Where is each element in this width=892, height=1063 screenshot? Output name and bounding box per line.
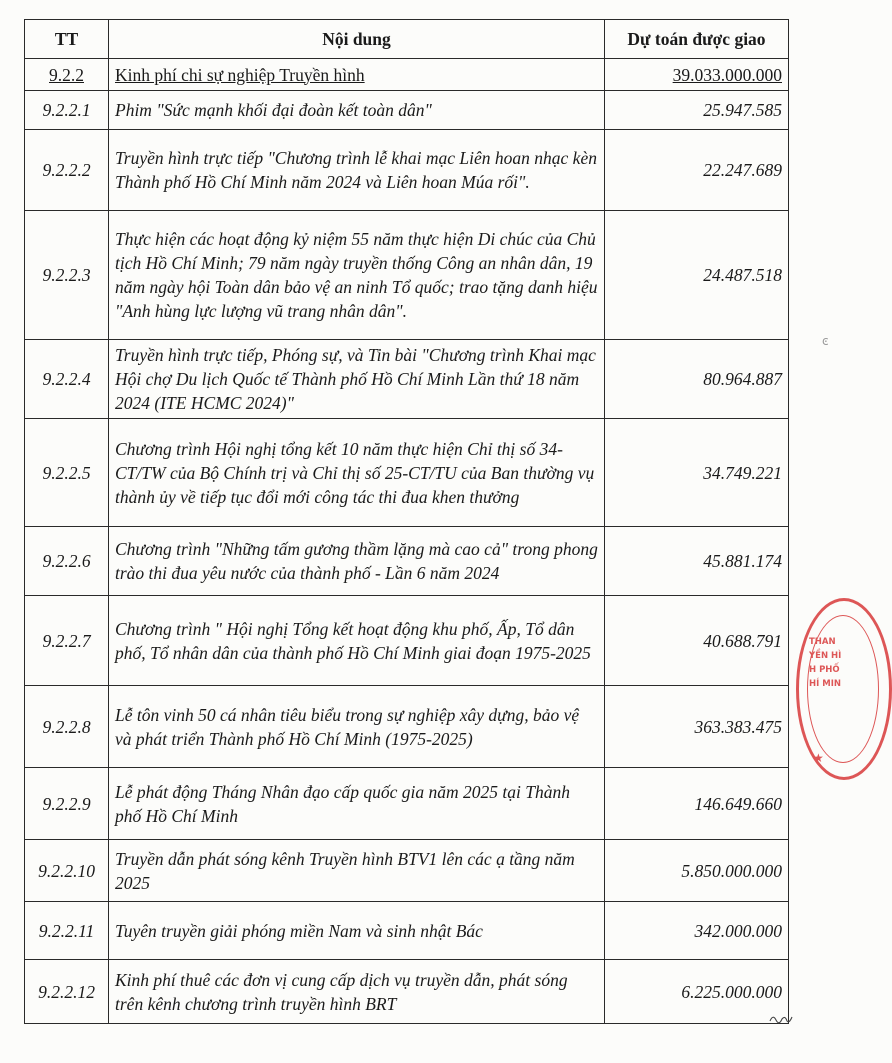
row-budget: 146.649.660: [605, 768, 789, 840]
row-budget: 342.000.000: [605, 902, 789, 960]
row-tt: 9.2.2.7: [25, 596, 109, 686]
header-budget: Dự toán được giao: [605, 20, 789, 59]
signature-initials: [768, 1011, 794, 1027]
row-tt: 9.2.2.6: [25, 527, 109, 596]
star-icon: ★: [813, 751, 824, 765]
table-row: [25, 686, 789, 768]
table-row: [25, 902, 789, 960]
row-tt: 9.2.2: [25, 59, 109, 91]
row-budget: 40.688.791: [605, 596, 789, 686]
row-content: Chương trình Hội nghị tổng kết 10 năm thực hiện Chỉ thị số 34-CT/TW của Bộ Chính trị và Chỉ thị số 25-CT/TU của Ban thường vụ thành ủy về tiếp tục đổi mới công tác thi đua khen thưởng: [109, 419, 605, 527]
row-tt: 9.2.2.1: [25, 91, 109, 130]
table-row: [25, 130, 789, 211]
row-content: Lễ tôn vinh 50 cá nhân tiêu biểu trong sự nghiệp xây dựng, bảo vệ và phát triển Thành phố Hồ Chí Minh (1975-2025): [109, 686, 605, 768]
row-content: Tuyên truyền giải phóng miền Nam và sinh nhật Bác: [109, 902, 605, 960]
row-tt: 9.2.2.3: [25, 211, 109, 340]
header-tt: TT: [25, 20, 109, 59]
row-content: Truyền hình trực tiếp "Chương trình lễ khai mạc Liên hoan nhạc kèn Thành phố Hồ Chí Minh năm 2024 và Liên hoan Múa rối".: [109, 130, 605, 211]
row-content: Chương trình "Những tấm gương thầm lặng mà cao cả" trong phong trào thi đua yêu nước của thành phố - Lần 6 năm 2024: [109, 527, 605, 596]
table-row: [25, 768, 789, 840]
row-budget: 34.749.221: [605, 419, 789, 527]
row-tt: 9.2.2.10: [25, 840, 109, 902]
row-budget: 22.247.689: [605, 130, 789, 211]
row-budget: 6.225.000.000: [605, 960, 789, 1024]
table-row: [25, 960, 789, 1024]
table-row: [25, 840, 789, 902]
row-budget: 80.964.887: [605, 340, 789, 419]
table-header-row: [25, 20, 789, 59]
row-budget: 363.383.475: [605, 686, 789, 768]
row-content: Truyền dẫn phát sóng kênh Truyền hình BTV1 lên các ạ tầng năm 2025: [109, 840, 605, 902]
table-row: [25, 596, 789, 686]
row-tt: 9.2.2.5: [25, 419, 109, 527]
header-content: Nội dung: [109, 20, 605, 59]
row-tt: 9.2.2.12: [25, 960, 109, 1024]
row-content: Chương trình " Hội nghị Tổng kết hoạt động khu phố, Ấp, Tổ dân phố, Tổ nhân dân của thành phố Hồ Chí Minh giai đoạn 1975-2025: [109, 596, 605, 686]
official-stamp: [796, 598, 892, 780]
row-tt: 9.2.2.9: [25, 768, 109, 840]
row-tt: 9.2.2.11: [25, 902, 109, 960]
row-content: Phim "Sức mạnh khối đại đoàn kết toàn dân": [109, 91, 605, 130]
row-budget: 25.947.585: [605, 91, 789, 130]
stamp-text: THAN YỀN HÌ H PHỐ HÍ MIN: [809, 637, 842, 689]
margin-mark: ͼ: [822, 334, 829, 348]
row-tt: 9.2.2.8: [25, 686, 109, 768]
row-content: Kinh phí thuê các đơn vị cung cấp dịch vụ truyền dẫn, phát sóng trên kênh chương trình truyền hình BRT: [109, 960, 605, 1024]
row-content: Thực hiện các hoạt động kỷ niệm 55 năm thực hiện Di chúc của Chủ tịch Hồ Chí Minh; 79 năm ngày truyền thống Công an nhân dân, 19 năm ngày hội Toàn dân bảo vệ an ninh Tổ quốc; trao tặng danh hiệu "Anh hùng lực lượng vũ trang nhân dân".: [109, 211, 605, 340]
budget-table: [24, 19, 789, 1024]
table-row: [25, 527, 789, 596]
table-row: [25, 91, 789, 130]
row-budget: 5.850.000.000: [605, 840, 789, 902]
table-row: [25, 419, 789, 527]
row-tt: 9.2.2.4: [25, 340, 109, 419]
table-row: [25, 211, 789, 340]
row-budget: 24.487.518: [605, 211, 789, 340]
row-budget: 45.881.174: [605, 527, 789, 596]
row-budget: 39.033.000.000: [605, 59, 789, 91]
row-content: Lễ phát động Tháng Nhân đạo cấp quốc gia năm 2025 tại Thành phố Hồ Chí Minh: [109, 768, 605, 840]
row-content: Kinh phí chi sự nghiệp Truyền hình: [109, 59, 605, 91]
row-tt: 9.2.2.2: [25, 130, 109, 211]
row-content: Truyền hình trực tiếp, Phóng sự, và Tin bài "Chương trình Khai mạc Hội chợ Du lịch Quốc tế Thành phố Hồ Chí Minh Lần thứ 18 năm 2024 (ITE HCMC 2024)": [109, 340, 605, 419]
group-row: [25, 59, 789, 91]
table-row: [25, 340, 789, 419]
